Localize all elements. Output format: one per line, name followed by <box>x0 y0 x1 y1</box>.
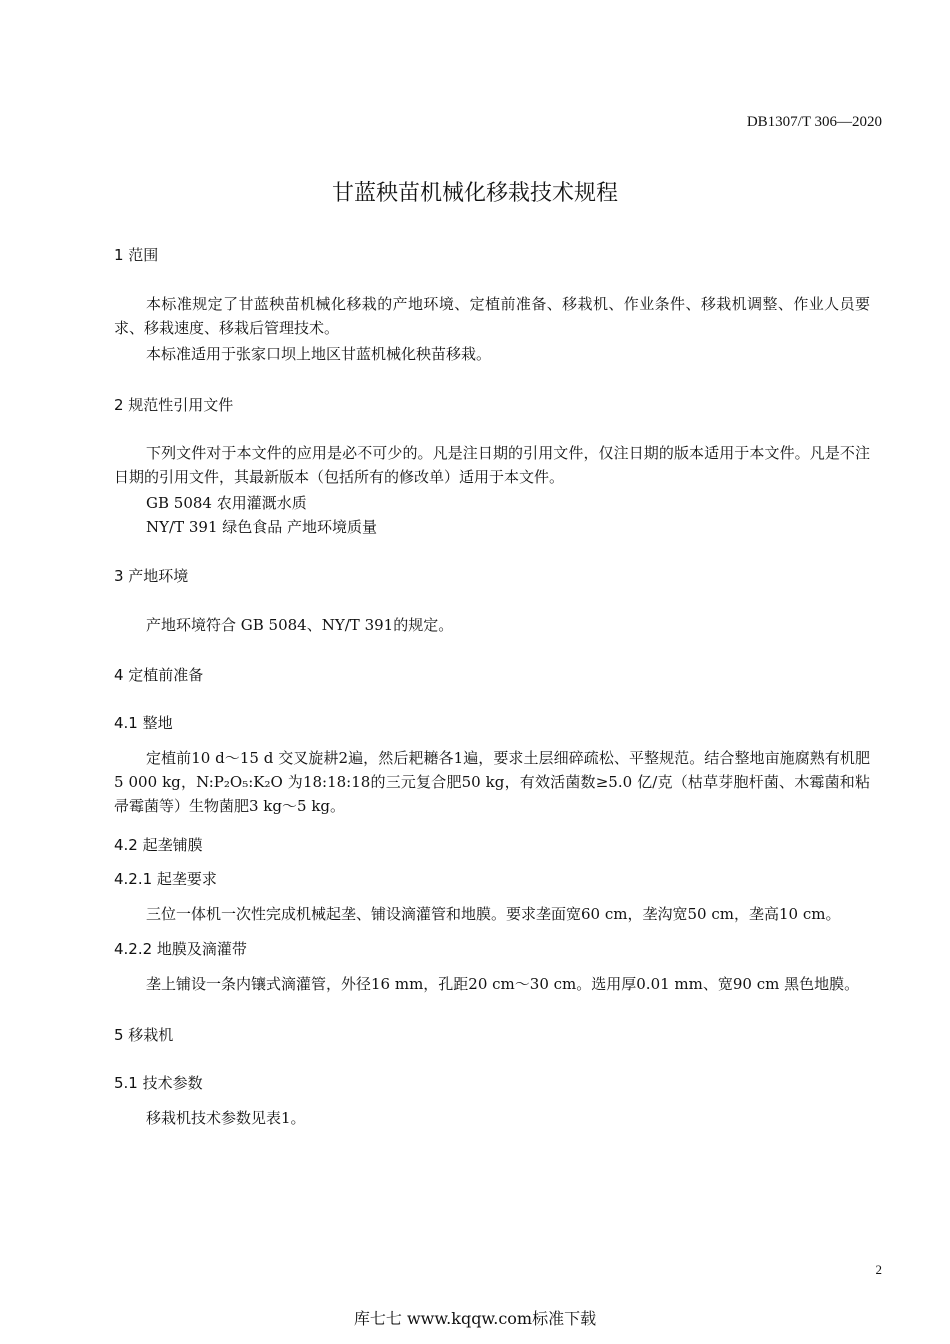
section-3-paragraph-1: 产地环境符合 GB 5084、NY/T 391的规定。 <box>146 616 454 634</box>
section-4-2-heading: 4.2 起垄铺膜 <box>114 836 203 854</box>
standard-number: DB1307/T 306—2020 <box>746 114 882 130</box>
section-4-heading: 4 定植前准备 <box>114 666 204 684</box>
section-4-2-2-paragraph-1: 垄上铺设一条内镶式滴灌管，外径16 mm，孔距20 cm～30 cm。选用厚0.01 mm、宽90 cm 黑色地膜。 <box>146 975 860 993</box>
section-2-paragraph-1: 下列文件对于本文件的应用是必不可少的。凡是注日期的引用文件，仅注日期的版本适用于本文件。凡是不注日期的引用文件，其最新版本（包括所有的修改单）适用于本文件。 <box>114 444 870 486</box>
page-number: 2 <box>875 1262 882 1277</box>
page-title: 甘蓝秧苗机械化移栽技术规程 <box>331 181 618 206</box>
section-2-heading: 2 规范性引用文件 <box>114 396 234 414</box>
section-3-heading: 3 产地环境 <box>114 567 189 585</box>
section-5-1-paragraph-1: 移栽机技术参数见表1。 <box>146 1109 306 1127</box>
section-1-heading: 1 范围 <box>114 246 159 264</box>
section-1-paragraph-1: 本标准规定了甘蓝秧苗机械化移栽的产地环境、定植前准备、移栽机、作业条件、移栽机调整、作业人员要求、移栽速度、移栽后管理技术。 <box>114 295 870 337</box>
section-4-2-2-heading: 4.2.2 地膜及滴灌带 <box>114 940 247 958</box>
section-5-1-heading: 5.1 技术参数 <box>114 1074 203 1092</box>
reference-nyt391: NY/T 391 绿色食品 产地环境质量 <box>146 518 378 536</box>
section-4-1-paragraph-1: 定植前10 d～15 d 交叉旋耕2遍，然后耙耱各1遍，要求土层细碎疏松、平整规范。结合整地亩施腐熟有机肥5 000 kg，N:P₂O₅:K₂O 为18:18:18的三元复合肥50 kg，有效活菌数≥5.0 亿/克（枯草芽胞杆菌、木霉菌和粘帚霉菌等）生物菌肥3 kg～5 kg。 <box>114 749 870 815</box>
reference-gb5084: GB 5084 农用灌溉水质 <box>146 494 307 512</box>
section-5-heading: 5 移栽机 <box>114 1026 174 1044</box>
section-4-1-heading: 4.1 整地 <box>114 714 173 732</box>
footer-watermark[interactable]: 库七七 www.kqqw.com标准下载 <box>353 1309 597 1328</box>
section-4-2-1-heading: 4.2.1 起垄要求 <box>114 870 217 888</box>
section-1-paragraph-2: 本标准适用于张家口坝上地区甘蓝机械化秧苗移栽。 <box>146 345 492 363</box>
section-4-2-1-paragraph-1: 三位一体机一次性完成机械起垄、铺设滴灌管和地膜。要求垄面宽60 cm，垄沟宽50 cm，垄高10 cm。 <box>146 905 841 923</box>
